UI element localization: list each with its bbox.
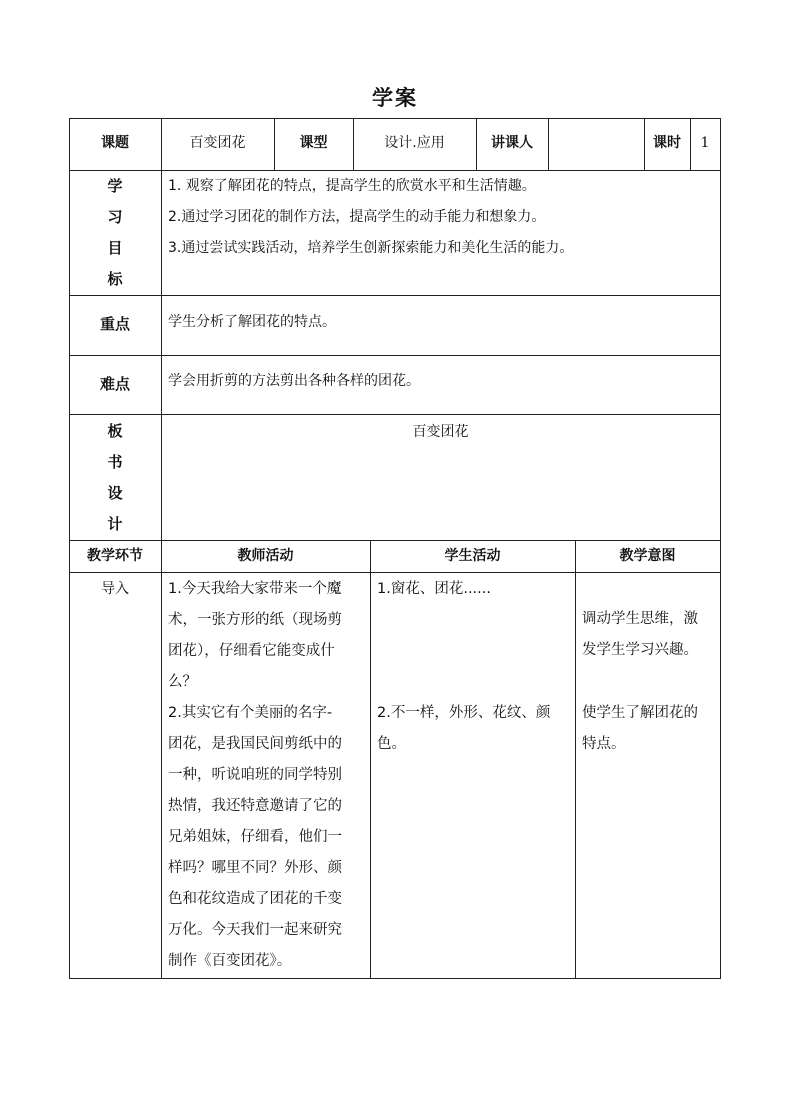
teacher-label: 讲课人 [491,135,533,151]
objective-item: 1. 观察了解团花的特点，提高学生的欣赏水平和生活情趣。 [168,178,536,194]
topic-value: 百变团花 [189,135,246,151]
student-activity-1: 1.窗花、团花...... [377,581,491,597]
key-point-label: 重点 [99,315,130,333]
key-point-text: 学生分析了解团花的特点。 [168,314,336,330]
difficulty-text: 学会用折剪的方法剪出各种各样的团花。 [168,373,420,389]
col-header-intent: 教学意图 [619,548,676,564]
board-label: 板 书 设 计 [107,422,123,533]
objectives-label: 学 习 目 标 [107,177,123,288]
difficulty-label: 难点 [99,375,130,393]
teacher-activity-cell: 1.今天我给大家带来一个魔 术，一张方形的纸（现场剪 团花），仔细看它能变成什 么？ 2.其实它有个美丽的名字- 团花，是我国民间剪纸中的 一种，听说咱班的同学特别 热情，我还特意邀请了它的 兄弟姐妹，仔细看，他们一 样吗？哪里不同？外形、颜 色和花纹造成了团花的千变 万化。今天我们一起来研究 制作《百变团花》。 [168,581,342,969]
stage-cell: 导入 [101,581,129,597]
student-activity-2: 2.不一样，外形、花纹、颜 色。 [377,705,551,752]
intent-2: 使学生了解团花的 特点。 [582,705,698,752]
type-label: 课型 [299,135,328,151]
period-value: 1 [700,135,710,151]
period-label: 课时 [653,135,681,151]
col-header-teacher: 教师活动 [237,548,294,564]
objective-item: 2.通过学习团花的制作方法，提高学生的动手能力和想象力。 [168,209,546,225]
col-header-stage: 教学环节 [87,548,143,564]
type-value: 设计.应用 [384,135,445,151]
col-header-student: 学生活动 [444,548,501,564]
page-title: 学案 [372,86,418,110]
topic-label: 课题 [101,135,129,151]
objective-item: 3.通过尝试实践活动，培养学生创新探索能力和美化生活的能力。 [168,240,574,256]
objectives-list [168,171,573,264]
intent-1: 调动学生思维，激 发学生学习兴趣。 [582,611,698,658]
board-text: 百变团花 [412,424,469,440]
